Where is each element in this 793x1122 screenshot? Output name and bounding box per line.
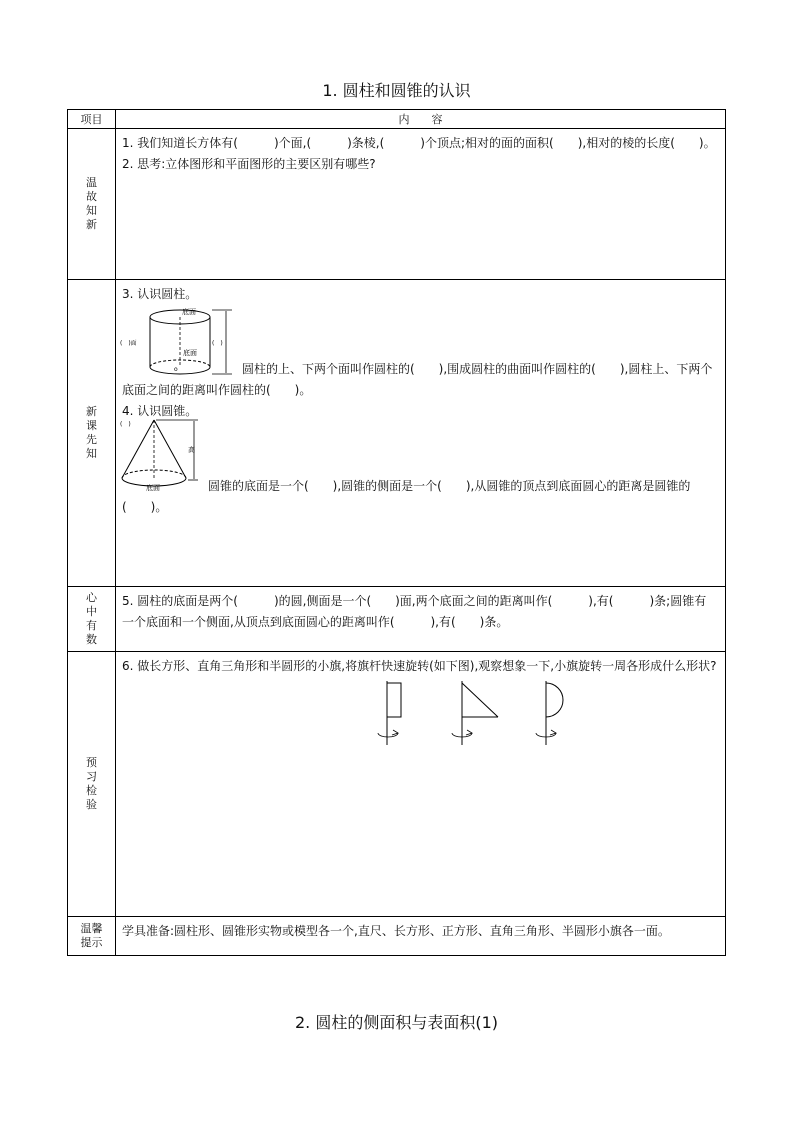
cone-figure <box>118 418 204 494</box>
tips-text: 学具准备:圆柱形、圆锥形实物或模型各一个,直尺、长方形、正方形、直角三角形、半圆形小旗各一面。 <box>122 924 670 938</box>
rotating-flags-figure <box>122 679 762 749</box>
row-label-preview: 预习检验 <box>68 652 116 917</box>
row-label-review: 温故知新 <box>68 129 116 280</box>
lesson-1-title: 1. 圆柱和圆锥的认识 <box>322 81 471 100</box>
tips-row <box>68 917 726 956</box>
question-4-heading: 4. 认识圆锥。 <box>122 404 198 418</box>
tips-content <box>116 917 726 956</box>
cylinder-height-label: ( ) <box>212 340 223 347</box>
lesson-table <box>67 109 726 956</box>
question-6: 6. 做长方形、直角三角形和半圆形的小旗,将旗杆快速旋转(如下图),观察想象一下,小旗旋转一周各形成什么形状? <box>122 659 717 673</box>
semicircle-flag-icon <box>536 681 563 745</box>
question-1: 1. 我们知道长方体有( )个面,( )条棱,( )个顶点;相对的面的面积( ),相对的棱的长度( )。 <box>122 136 716 150</box>
row-label-new-lesson: 新课先知 <box>68 280 116 587</box>
cylinder-figure <box>120 305 238 379</box>
question-2: 2. 思考:立体图形和平面图形的主要区别有哪些? <box>122 157 376 171</box>
cylinder-center-label: o <box>174 366 178 373</box>
cylinder-top-label: 底面 <box>182 308 196 316</box>
cylinder-side-label: ( )面 <box>120 340 137 347</box>
preview-row <box>68 652 726 917</box>
header-item: 项目 <box>68 110 116 129</box>
lesson-2-title: 2. 圆柱的侧面积与表面积(1) <box>294 1013 499 1032</box>
new-lesson-content <box>116 280 726 587</box>
review-content <box>116 129 726 280</box>
rectangle-flag-icon <box>378 681 401 745</box>
cone-height-label: 高 <box>188 446 195 454</box>
row-label-check: 心中有数 <box>68 587 116 652</box>
preview-content <box>116 652 726 917</box>
check-row <box>68 587 726 652</box>
cylinder-text: 圆柱的上、下两个面叫作圆柱的( ),围成圆柱的曲面叫作圆柱的( ),圆柱上、下两个底面之间的距离叫作圆柱的( )。 <box>122 362 713 397</box>
header-content: 内 容 <box>116 110 726 129</box>
question-5: 5. 圆柱的底面是两个( )的圆,侧面是一个( )面,两个底面之间的距离叫作( ),有( )条;圆锥有一个底面和一个侧面,从顶点到底面圆心的距离叫作( ),有( )条。 <box>122 594 707 629</box>
check-content <box>116 587 726 652</box>
new-lesson-row <box>68 280 726 587</box>
table-header-row <box>68 110 726 129</box>
cone-text: 圆锥的底面是一个( ),圆锥的侧面是一个( ),从圆锥的顶点到底面圆心的距离是圆锥的( )。 <box>122 479 691 514</box>
triangle-flag-icon <box>452 681 498 745</box>
cone-base-label: 底面 <box>146 484 160 492</box>
review-row <box>68 129 726 280</box>
question-3-heading: 3. 认识圆柱。 <box>122 287 198 301</box>
cone-apex-label: ( ) <box>120 421 131 428</box>
cylinder-bottom-label: 底面 <box>183 349 197 357</box>
row-label-tips: 温馨提示 <box>68 917 116 956</box>
